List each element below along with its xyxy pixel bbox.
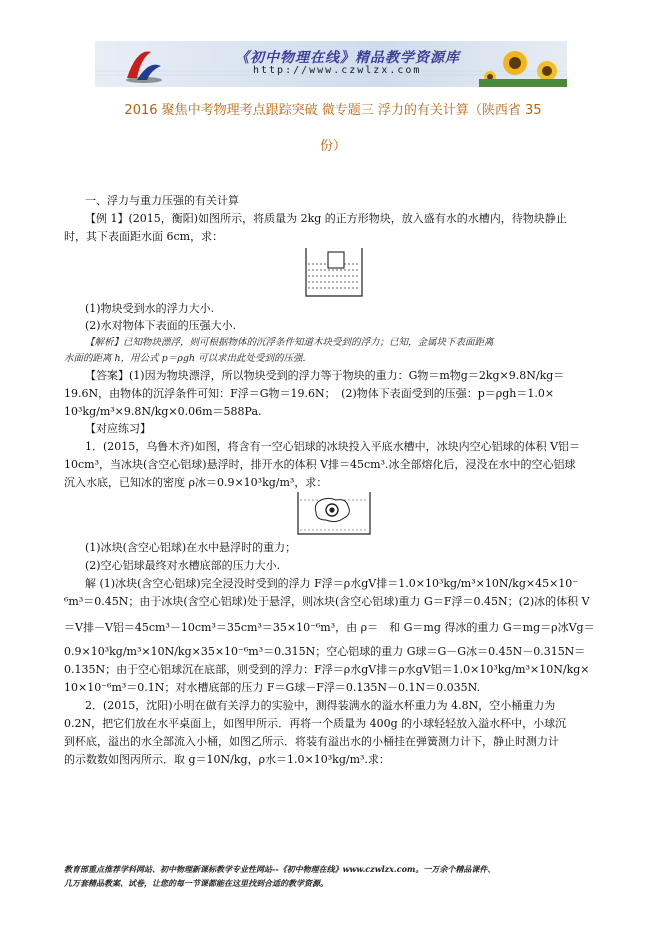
question-2: (2)水对物体下表面的压强大小. — [85, 319, 237, 332]
solution-text: 10×10⁻⁶m³＝0.1N；对水槽底部的压力 F＝G球－F浮＝0.135N－0.1N＝0.035N. — [64, 681, 481, 694]
answer-text: 【答案】(1)因为物块漂浮，所以物块受到的浮力等于物块的重力：G物＝m物g＝2kg×9.8N/kg＝ — [85, 369, 565, 382]
page-title: 2016 聚焦中考物理考点跟踪突破 微专题三 浮力的有关计算（陕西省 35 — [124, 103, 542, 118]
banner-url[interactable]: http://www.czwlzx.com — [253, 65, 422, 76]
practice-1-text: 1．(2015，乌鲁木齐)如图，将含有一空心铝球的冰块投入平底水槽中，冰块内空心铝球的体积 V铝＝ — [85, 440, 581, 453]
solution-text: 0.9×10³kg/m³×10N/kg×35×10⁻⁶m³＝0.315N；空心铝球的重力 G球＝G－G冰＝0.45N－0.315N＝ — [64, 645, 586, 658]
question-1: (1)物块受到水的浮力大小. — [85, 302, 215, 315]
practice-1-q2: (2)空心铝球最终对水槽底部的压力大小. — [85, 559, 281, 572]
section-heading: 一、浮力与重力压强的有关计算 — [85, 194, 239, 207]
banner-title: 《初中物理在线》精品教学资源库 — [235, 50, 460, 66]
practice-1-q1: (1)冰块(含空心铝球)在水中悬浮时的重力； — [85, 541, 297, 554]
answer-text: 10³kg/m³×9.8N/kg×0.06m＝588Pa. — [64, 405, 262, 418]
practice-1-text: 沉入水底，已知冰的密度 ρ冰＝0.9×10³kg/m³，求： — [64, 476, 328, 489]
footer-text: 几万套精品教案、试卷，让您的每一节课都能在这里找到合适的教学资源。 — [64, 878, 328, 888]
analysis-text: 水面的距离 h，用公式 p＝ρgh 可以求出此处受到的压强. — [64, 353, 306, 364]
solution-text: ＝V排－V铝＝45cm³－10cm³＝35cm³＝35×10⁻⁶m³，由 ρ＝ 和 G＝mg 得冰的重力 G＝mg＝ρ冰Vg＝ — [64, 621, 595, 634]
solution-text: ⁶m³＝0.45N；由于冰块(含空心铝球)处于悬浮，则冰块(含空心铝球)重力 G＝F浮＝0.45N；(2)冰的体积 V — [64, 595, 590, 608]
figure-ice-ball — [296, 490, 372, 536]
practice-1-text: 10cm³，当冰块(含空心铝球)悬浮时，排开水的体积 V排＝45cm³.冰全部熔化后，浸没在水中的空心铝球 — [64, 458, 576, 471]
analysis-text: 【解析】已知物块漂浮，则可根据物体的沉浮条件知道木块受到的浮力；已知，金属块下表面距离 — [85, 337, 494, 348]
practice-heading: 【对应练习】 — [85, 422, 151, 435]
answer-text: 19.6N，由物体的沉浮条件可知：F浮＝G物＝19.6N； (2)物体下表面受到的压强：p＝ρgh＝1.0× — [64, 387, 555, 400]
practice-2-text: 到杯底，溢出的水全部流入小桶，如图乙所示．将装有溢出水的小桶挂在弹簧测力计下，静止时测力计 — [64, 735, 559, 748]
practice-2-text: 的示数数如图丙所示．取 g＝10N/kg，ρ水＝1.0×10³kg/m³.求： — [64, 753, 390, 766]
solution-text: 解 (1)冰块(含空心铝球)完全浸没时受到的浮力 F浮＝ρ水gV排＝1.0×10³kg/m³×10N/kg×45×10⁻ — [85, 577, 579, 590]
practice-2-text: 0.2N，把它们放在水平桌面上，如图甲所示．再将一个质量为 400g 的小球轻轻放入溢水杯中，小球沉 — [64, 717, 567, 730]
page-title-cont: 份） — [319, 139, 346, 154]
footer-text: 教育部重点推荐学科网站、初中物理新课标教学专业性网站--《初中物理在线》www.czwlzx.com。一万余个精品课件、 — [64, 864, 496, 874]
logo-icon — [123, 44, 165, 84]
example-1-text: 时，其下表面距水面 6cm，求： — [64, 230, 224, 243]
figure-tank-block — [304, 246, 364, 298]
solution-text: 0.135N；由于空心铝球沉在底部，则受到的浮力：F浮＝ρ水gV排＝ρ水gV铝＝1.0×10³kg/m³×10N/kg× — [64, 663, 590, 676]
header-banner — [95, 41, 567, 87]
practice-2-text: 2．(2015，沈阳)小明在做有关浮力的实验中，测得装满水的溢水杯重力为 4.8N，空小桶重力为 — [85, 699, 556, 712]
example-1-text: 【例 1】(2015，衡阳)如图所示，将质量为 2kg 的正方形物块，放入盛有水的水槽内，待物块静止 — [85, 212, 567, 225]
